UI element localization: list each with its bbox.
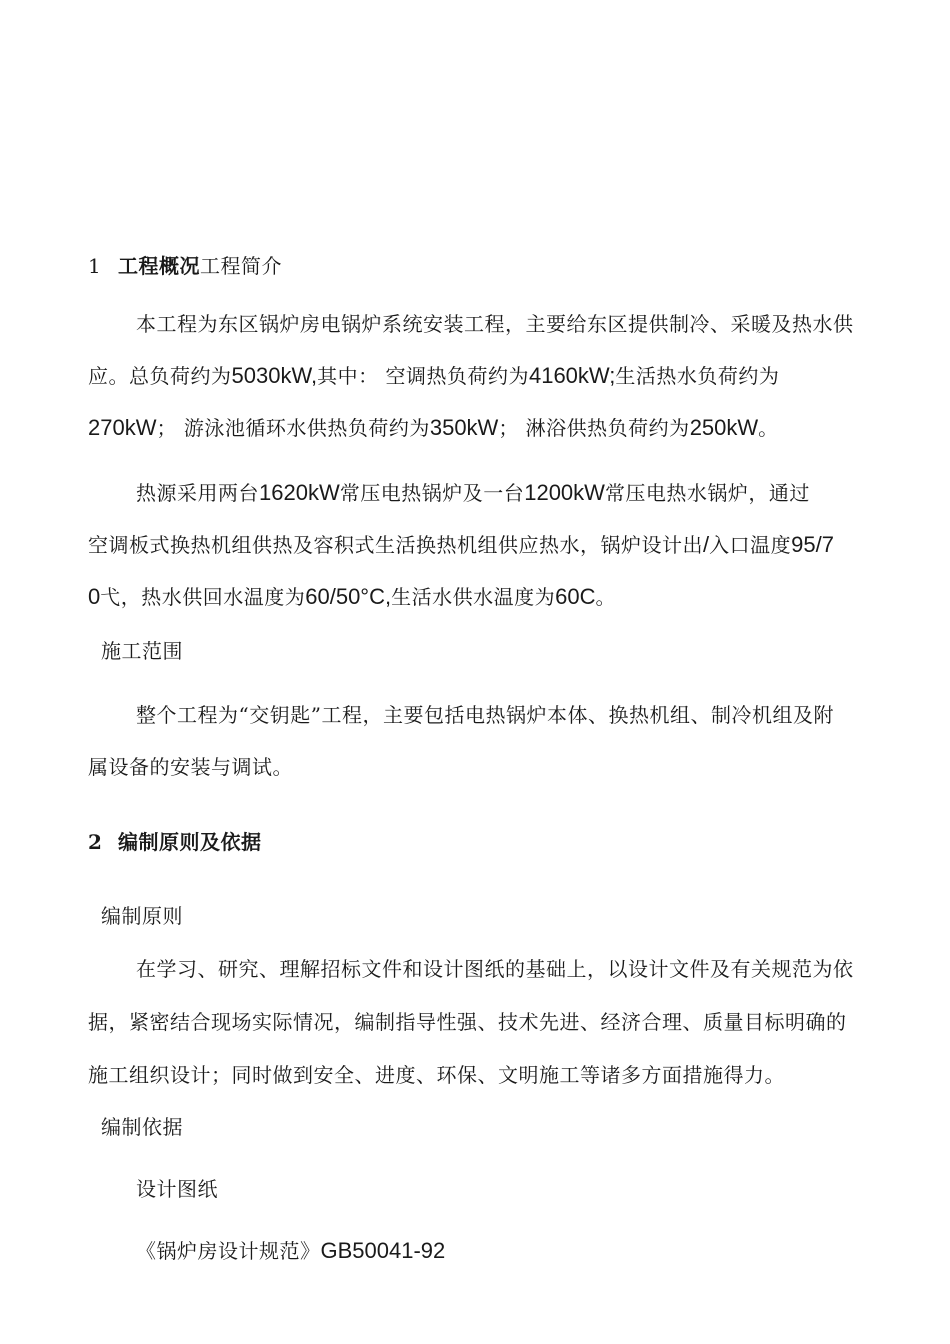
para1-line2-text-e: 生活热水负荷约为 xyxy=(615,364,780,388)
boiler-temp-value-part2: 0 xyxy=(88,584,101,609)
boiler-temp-value-part1: 95/7 xyxy=(791,532,834,557)
principle-line2: 据，紧密结合现场实际情况，编制指导性强、技术先进、经济合理、质量目标明确的 xyxy=(88,1010,847,1034)
section-1-subtitle: 工程简介 xyxy=(200,254,282,278)
section-2-number: 2 xyxy=(88,830,103,854)
basis-item-design-drawings: 设计图纸 xyxy=(136,1177,218,1201)
basis-title: 编制依据 xyxy=(101,1115,183,1139)
section-2-heading xyxy=(88,829,262,855)
para1-line3-text-d: ； 淋浴供热负荷约为 xyxy=(498,416,690,440)
para1-line2-text-a: 应。总负荷约为 xyxy=(88,364,232,388)
scope-line1: 整个工程为“交钥匙”工程，主要包括电热锅炉本体、换热机组、制冷机组及附 xyxy=(136,703,834,727)
supply-return-temp-value: 60/50°C, xyxy=(305,584,392,609)
para1-line3-text-b: ； 游泳池循环水供热负荷约为 xyxy=(156,416,430,440)
pool-load-value: 350kW xyxy=(429,415,499,440)
scope-line2: 属设备的安装与调试。 xyxy=(88,755,293,779)
basis-item-boiler-code xyxy=(136,1238,445,1264)
total-load-value: 5030kW, xyxy=(231,363,318,388)
para1-line2 xyxy=(88,363,779,389)
boiler-capacity-1-value: 1620kW xyxy=(259,480,340,505)
boiler-code-number: GB50041-92 xyxy=(320,1238,446,1263)
para2-line3-text-d: 生活水供水温度为 xyxy=(391,585,556,609)
para2-line3 xyxy=(88,584,616,610)
para2-line3-text-b: 弋，热水供回水温度为 xyxy=(100,585,306,609)
para1-line3-text-f: 。 xyxy=(758,416,779,440)
ac-heat-load-value: 4160kW; xyxy=(528,363,616,388)
scope-title: 施工范围 xyxy=(101,639,183,663)
para2-line1-text-a: 热源采用两台 xyxy=(136,481,259,505)
para2-line1-text-c: 常压电热锅炉及一台 xyxy=(339,481,525,505)
section-2-title: 编制原则及依据 xyxy=(118,830,262,854)
principle-title: 编制原则 xyxy=(101,904,183,928)
section-1-number: 1 xyxy=(88,254,102,278)
para2-line2-slash: / xyxy=(703,532,710,557)
para2-line3-text-f: 。 xyxy=(595,585,616,609)
domestic-water-temp-value: 60C xyxy=(555,584,596,609)
para2-line2-text-c: 入口温度 xyxy=(709,533,792,557)
para1-line3 xyxy=(88,415,779,441)
hot-water-load-value: 270kW xyxy=(88,415,157,440)
boiler-capacity-2-value: 1200kW xyxy=(524,480,605,505)
para2-line2-text-a: 空调板式换热机组供热及容积式生活换热机组供应热水，锅炉设计出 xyxy=(88,533,703,557)
section-1-heading xyxy=(88,253,282,279)
shower-load-value: 250kW xyxy=(689,415,759,440)
para1-line2-text-c: 其中： 空调热负荷约为 xyxy=(317,364,529,388)
principle-line1: 在学习、研究、理解招标文件和设计图纸的基础上，以设计文件及有关规范为依 xyxy=(136,957,854,981)
para2-line1-text-e: 常压电热水锅炉，通过 xyxy=(604,481,810,505)
section-1-title-bold: 工程概况 xyxy=(118,254,200,278)
para1-line1: 本工程为东区锅炉房电锅炉系统安装工程，主要给东区提供制冷、采暖及热水供 xyxy=(136,312,854,336)
para2-line1 xyxy=(136,480,810,506)
principle-line3: 施工组织设计；同时做到安全、进度、环保、文明施工等诸多方面措施得力。 xyxy=(88,1063,785,1087)
para2-line2 xyxy=(88,532,834,558)
boiler-code-title: 《锅炉房设计规范》 xyxy=(136,1239,321,1263)
